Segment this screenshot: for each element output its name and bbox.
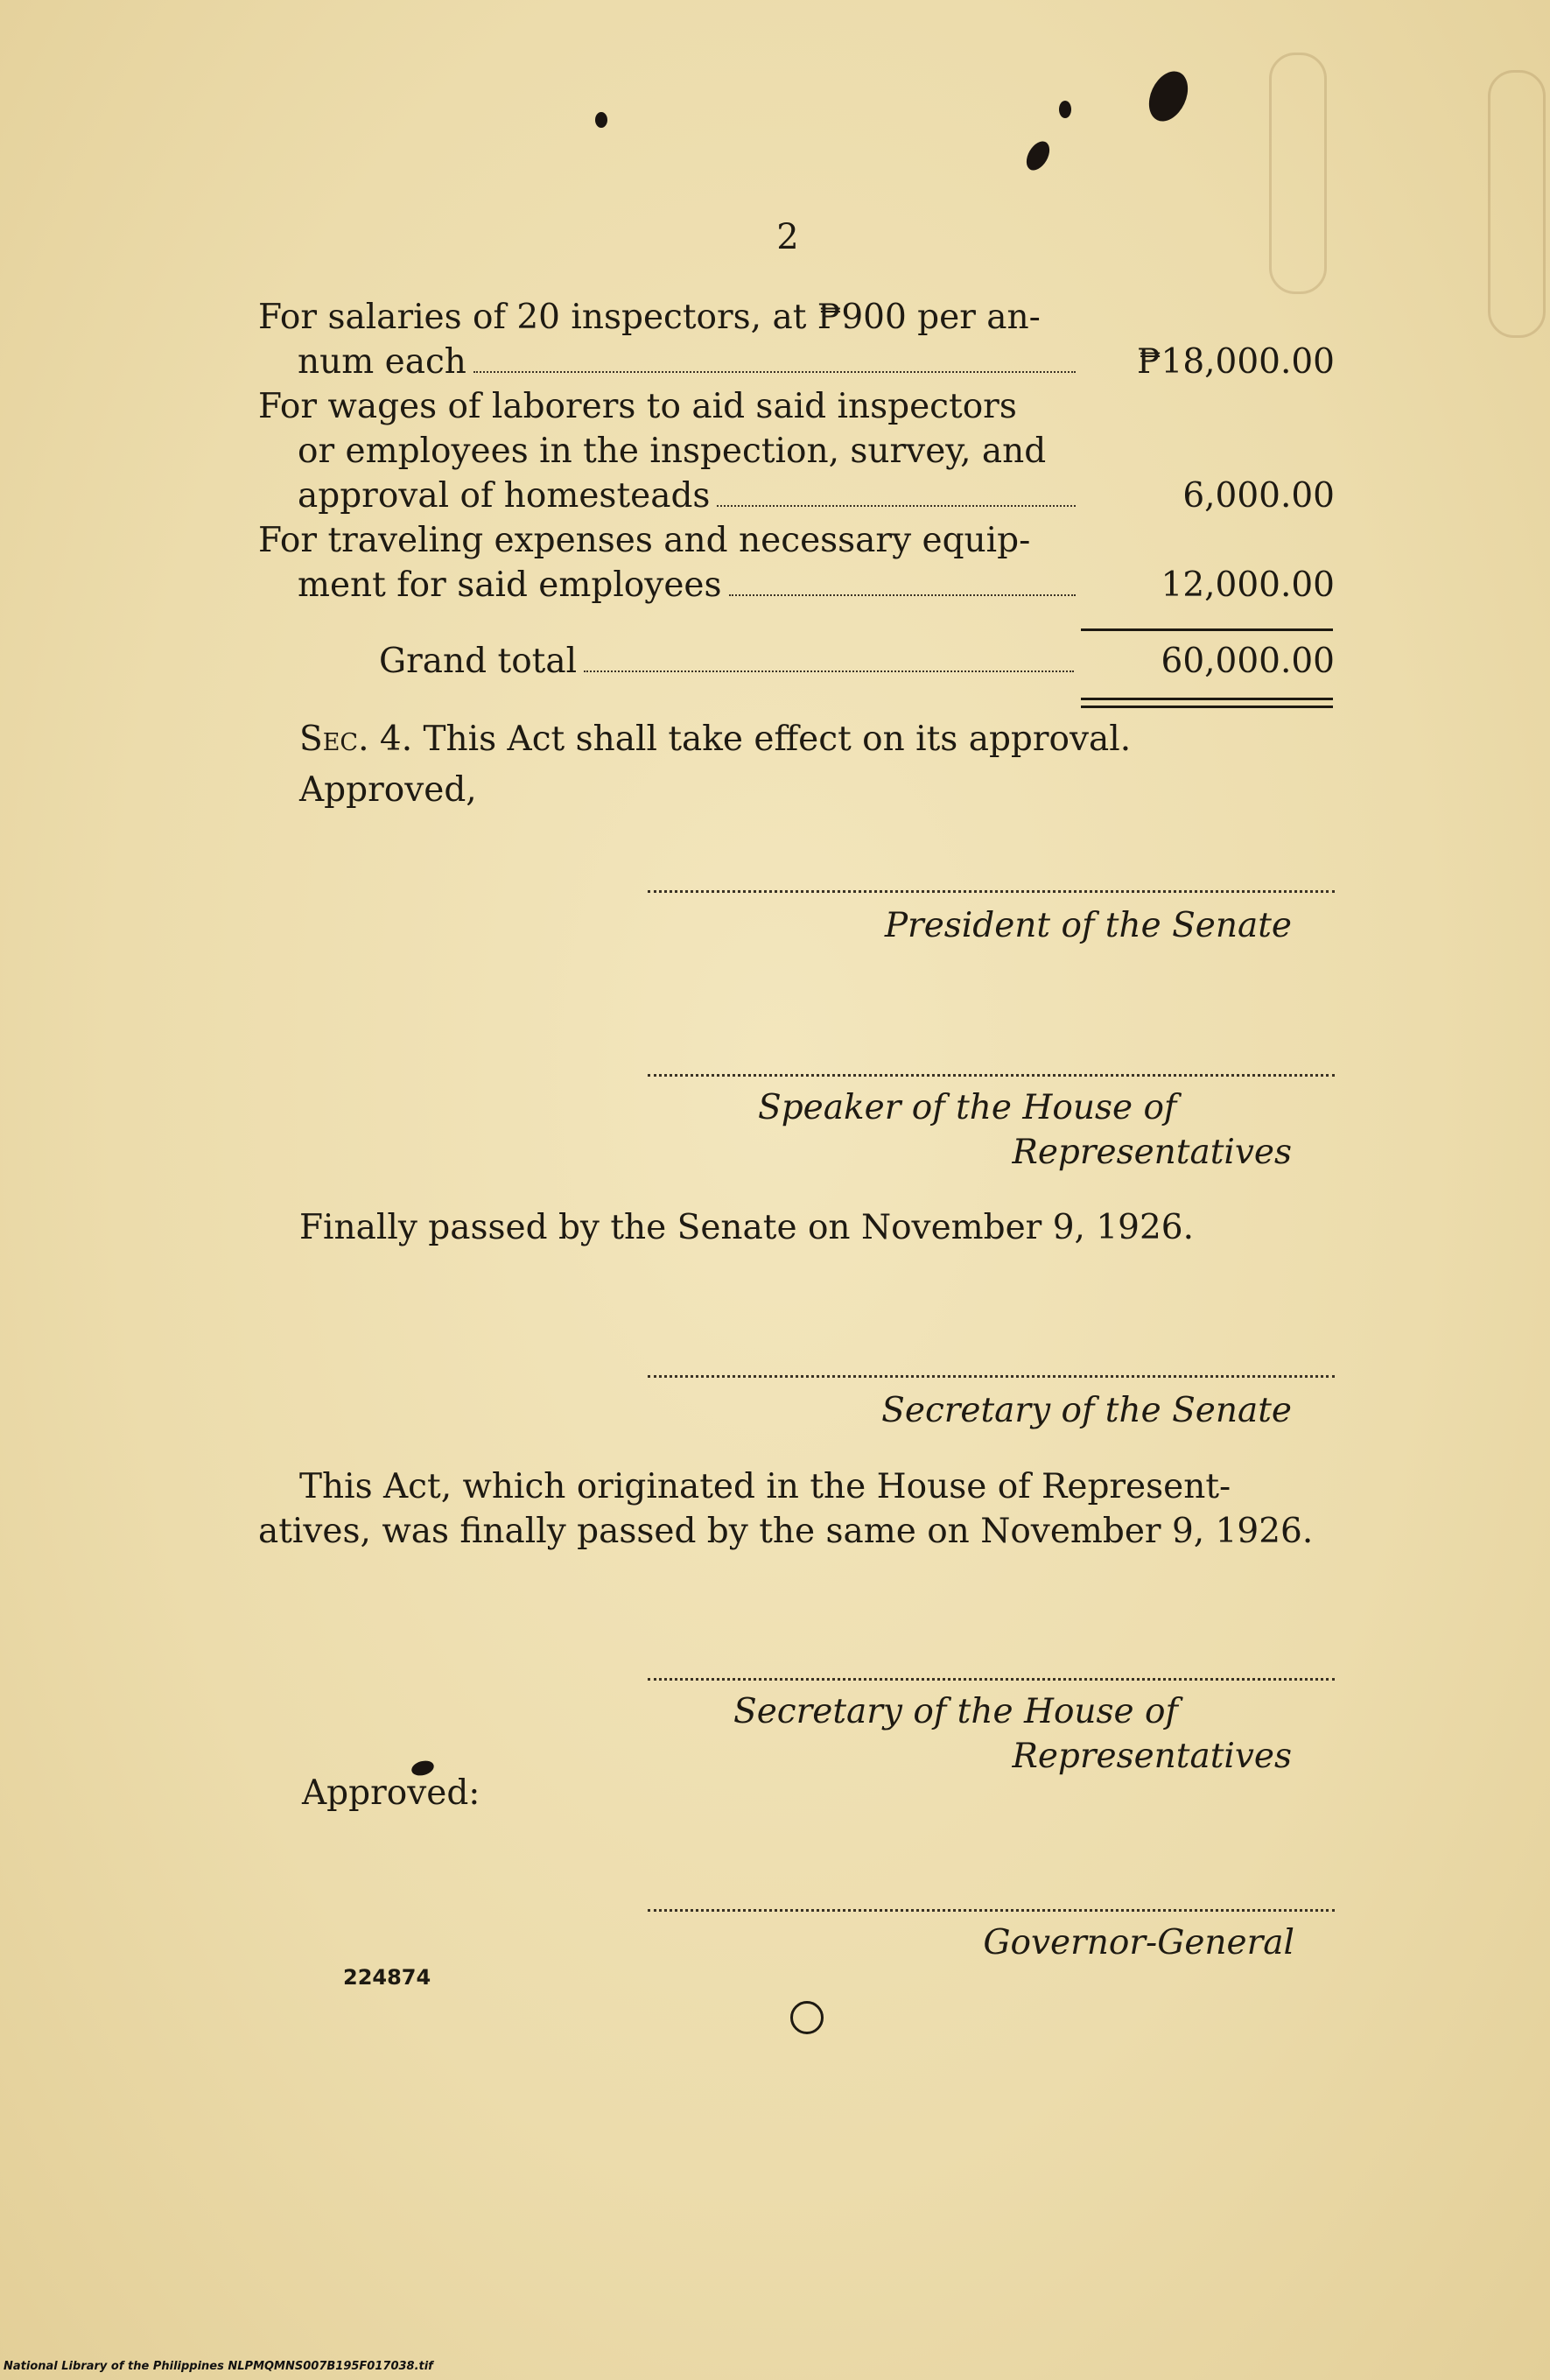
item-1-line-2 [298,342,1081,382]
paper-clip-mark [1488,70,1546,338]
item-3-amount: 12,000.00 [1161,565,1335,605]
signature-line-president [648,890,1335,893]
senate-passage: Finally passed by the Senate on November 9, 1926. [299,1208,1194,1247]
speaker-title-line-1: Speaker of the House of [758,1088,1177,1127]
ink-stain [1021,137,1054,174]
signature-line-governor [648,1909,1335,1912]
approved-label: Approved, [299,770,477,810]
item-1-amount: ₱18,000.00 [1136,342,1335,382]
house-passage-line-1: This Act, which originated in the House of Represent- [299,1467,1231,1506]
senate-secretary-title: Secretary of the Senate [881,1391,1292,1430]
dot-leader [717,505,1076,507]
grand-total-amount: 60,000.00 [1161,642,1335,681]
subtotal-rule [1081,628,1333,631]
item-1-line-1: For salaries of 20 inspectors, at ₱900 per an- [258,298,1041,337]
item-3-line-1: For traveling expenses and necessary equip- [258,521,1031,560]
section-text: This Act shall take effect on its approval. [423,720,1132,759]
stamp-number: 224874 [343,1965,431,1990]
house-secretary-title-line-1: Secretary of the House of [733,1692,1178,1731]
item-2-amount: 6,000.00 [1182,476,1335,516]
paper-clip-mark [1269,53,1327,294]
section-label: Sec. [299,720,369,759]
grand-total-label: Grand total [379,642,578,681]
item-2-line-2: or employees in the inspection, survey, and [298,432,1047,471]
grand-total-line [379,642,1079,681]
item-2-line-3 [298,476,1081,516]
item-1-line-2-text: num each [298,342,466,382]
item-2-line-1: For wages of laborers to aid said inspectors [258,387,1017,426]
circle-mark [790,2001,824,2034]
dot-leader [729,594,1077,596]
house-secretary-title-line-2: Representatives [1012,1737,1292,1776]
archive-footer: National Library of the Philippines NLPMQMNS007B195F017038.tif [4,2360,433,2373]
item-2-line-3-text: approval of homesteads [298,476,711,516]
ink-stain [595,112,607,128]
section-4 [299,720,1131,759]
signature-line-senate-secretary [648,1375,1335,1378]
dot-leader [584,670,1074,672]
signature-line-house-secretary [648,1678,1335,1681]
ink-stain [1059,101,1071,118]
speaker-title-line-2: Representatives [1012,1133,1292,1172]
approved-colon-label: Approved: [302,1773,480,1813]
item-3-line-2-text: ment for said employees [298,565,722,605]
governor-title: Governor-General [983,1923,1294,1962]
page-number: 2 [776,217,799,257]
president-title: President of the Senate [884,906,1292,945]
ink-stain [1141,65,1196,127]
item-3-line-2 [298,565,1081,605]
total-double-rule [1081,698,1333,708]
dot-leader [473,371,1076,373]
section-number: 4. [379,720,413,759]
house-passage-line-2: atives, was finally passed by the same on November 9, 1926. [258,1512,1314,1551]
signature-line-speaker [648,1074,1335,1077]
